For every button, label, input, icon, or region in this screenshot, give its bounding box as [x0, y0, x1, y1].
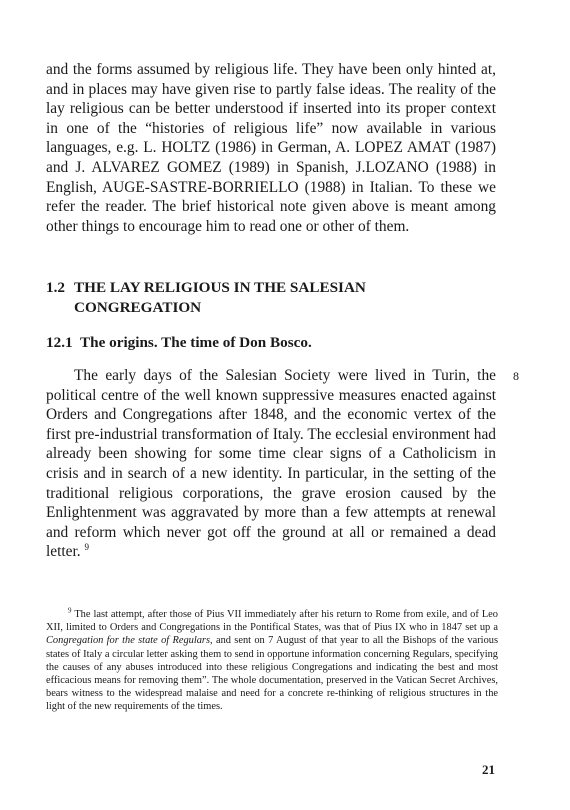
body-paragraph-origins: [46, 366, 496, 562]
origins-text: The early days of the Salesian Society were lived in Turin, the political centre of the well known suppressive measures enacted against Orders and Congregations after 1848, and the economic vertex of the first pre-industrial transformation of Italy. The ecclesial environment had already been showing for some time clear signs of a Catholicism in crisis and in search of a new identity. In particular, in the setting of the traditional religious corporations, the grave erosion caused by the Enlightenment was aggravated by more than a few attempts at renewal and reform which never got off the ground at all or remained a dead letter.: [46, 367, 496, 561]
section-number: 1.2: [46, 279, 65, 296]
margin-number: 8: [513, 369, 519, 383]
page-number: 21: [482, 762, 495, 777]
subsection-number: 12.1: [46, 334, 73, 351]
section-title-line2: CONGREGATION: [74, 299, 202, 316]
footnote-text-before: The last attempt, after those of Pius VII immediately after his return to Rome from exile, and of Leo XII, limited to Orders and Congregations in the Pontifical States, was that of Pius IX who in 1847 set up a: [46, 609, 498, 634]
subsection-heading: [46, 333, 506, 353]
subsection-title: The origins. The time of Don Bosco.: [80, 334, 312, 351]
footnote-text-after: , and sent on 7 August of that year to all the Bishops of the various states of Italy a circular letter asking them to send in opportune information concerning Regulars, specifying the causes of any abuses introduced into these religious Congregations and indicating the best and most efficacious means for removing them”. The whole documentation, preserved in the Vatican Secret Archives, bears witness to the widespread malaise and need for a concrete re-thinking of religious structures in the light of the new requirements of the times.: [46, 635, 499, 713]
footnote-italic-title: Congregation for the state of Regulars: [46, 635, 211, 647]
body-paragraph-top: and the forms assumed by religious life. They have been only hinted at, and in places may have given rise to partly false ideas. The reality of the lay religious can be better understood if inserted into its proper context in one of the “histories of religious life” now available in various languages, e.g. L. HOLTZ (1986) in German, A. LOPEZ AMAT (1987) and J. ALVAREZ GOMEZ (1989) in Spanish, J.LOZANO (1988) in English, AUGE-SASTRE-BORRIELLO (1988) in Italian. To these we refer the reader. The brief historical note given above is meant among other things to encourage him to read one or other of them.: [46, 61, 496, 235]
footnote-mark: 9: [68, 606, 72, 615]
section-heading: [46, 278, 506, 318]
footnote-reference: 9: [84, 542, 89, 553]
footnote: [46, 608, 498, 714]
section-title-line1: THE LAY RELIGIOUS IN THE SALESIAN: [74, 279, 366, 296]
